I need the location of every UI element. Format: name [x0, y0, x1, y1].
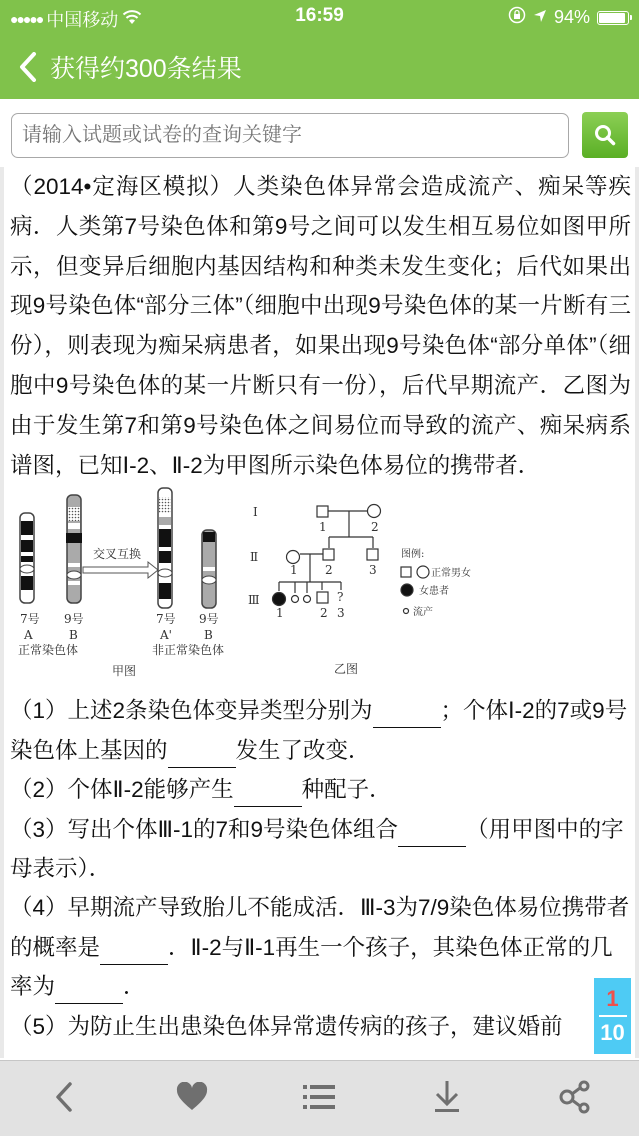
signal-strength-icon: ●●●●● — [10, 11, 43, 27]
search-bar — [0, 99, 639, 167]
navigation-bar — [0, 38, 639, 96]
question-content — [0, 167, 639, 1058]
chevron-left-icon — [19, 52, 37, 82]
total-pages: 10 — [600, 1020, 625, 1045]
page-divider — [599, 1015, 627, 1017]
svg-text:Ⅲ: Ⅲ — [248, 593, 260, 608]
svg-text:流产: 流产 — [413, 607, 433, 619]
svg-text:正常男女: 正常男女 — [431, 568, 471, 580]
location-arrow-icon — [533, 7, 547, 28]
svg-text:B: B — [204, 628, 213, 643]
svg-text:正常染色体: 正常染色体 — [18, 643, 79, 658]
search-icon — [593, 123, 617, 147]
answer-blank — [55, 974, 123, 1004]
svg-text:2: 2 — [320, 606, 328, 621]
svg-text:7号: 7号 — [156, 612, 176, 627]
answer-blank — [398, 817, 466, 847]
svg-text:9号: 9号 — [199, 612, 219, 627]
page-indicator[interactable] — [594, 978, 631, 1054]
question-part-2: （2）个体Ⅱ-2能够产生 种配子． — [4, 770, 635, 809]
answer-blank — [100, 935, 168, 965]
svg-text:A: A — [24, 628, 33, 643]
svg-text:甲图: 甲图 — [112, 664, 137, 679]
back-button[interactable] — [34, 1067, 94, 1127]
search-input[interactable] — [11, 113, 569, 158]
question-part-3: （3）写出个体Ⅲ-1的7和9号染色体组合 （用甲图中的字母表示）． — [10, 816, 624, 881]
svg-text:?: ? — [337, 590, 344, 605]
battery-percent: 94% — [553, 7, 590, 27]
download-button[interactable] — [417, 1067, 477, 1127]
svg-text:3: 3 — [337, 606, 345, 621]
share-button[interactable] — [545, 1067, 605, 1127]
chevron-left-icon — [54, 1081, 74, 1113]
answer-blank — [373, 698, 441, 728]
svg-text:3: 3 — [369, 563, 377, 578]
svg-text:乙图: 乙图 — [334, 662, 359, 677]
status-right — [508, 6, 629, 29]
svg-text:9号: 9号 — [64, 612, 84, 627]
carrier-name: 中国移动 — [46, 10, 119, 30]
svg-text:B: B — [69, 628, 78, 643]
list-button[interactable] — [289, 1067, 349, 1127]
svg-text:1: 1 — [319, 520, 327, 535]
question-part-5: （5）为防止生出患染色体异常遗传病的孩子，建议婚前 — [10, 1013, 563, 1039]
favorite-button[interactable] — [162, 1067, 222, 1127]
answer-blank — [234, 777, 302, 807]
svg-text:A': A' — [160, 628, 172, 643]
svg-text:1: 1 — [290, 563, 298, 578]
svg-text:1: 1 — [276, 606, 284, 621]
svg-text:Ⅰ: Ⅰ — [253, 505, 258, 520]
svg-text:7号: 7号 — [20, 612, 40, 627]
list-icon — [303, 1083, 335, 1111]
question-figures — [4, 493, 635, 689]
question-intro: （2014•定海区模拟）人类染色体异常会造成流产、痴呆等疾病．人类第7号染色体和第9号之间可以发生相互易位如图甲所示，但变异后细胞内基因结构和种类未发生变化；后代如果出现9号染色体“部分三体”（细胞中出现9号染色体的某一片断有三份），则表现为痴呆病患者，如果出现9号染色体“部分单体”（细胞中9号染色体的某一片断只有一份），后代早期流产．乙图为由于发生第7和第9号染色体之间易位而导致的流产、痴呆病系谱图，已知Ⅰ-2、Ⅱ-2为甲图所示染色体易位的携带者． — [10, 174, 631, 478]
svg-text:交叉互换: 交叉互换 — [93, 547, 142, 562]
figure-jia-chromosomes — [8, 483, 243, 679]
search-button[interactable] — [582, 112, 628, 158]
heart-icon — [176, 1082, 208, 1112]
svg-text:非正常染色体: 非正常染色体 — [152, 643, 225, 658]
status-bar — [0, 0, 639, 34]
download-icon — [434, 1080, 460, 1114]
clock: 16:59 — [295, 5, 344, 26]
orientation-lock-icon — [508, 6, 526, 29]
bottom-toolbar — [0, 1060, 639, 1136]
battery-icon — [597, 11, 629, 25]
svg-text:女患者: 女患者 — [419, 586, 449, 598]
svg-text:图例:: 图例: — [401, 549, 425, 561]
answer-blank — [168, 738, 236, 768]
svg-text:2: 2 — [325, 563, 333, 578]
back-button[interactable] — [6, 38, 50, 96]
svg-text:Ⅱ: Ⅱ — [250, 550, 259, 565]
figure-yi-pedigree — [239, 483, 519, 679]
question-part-1: （1）上述2条染色体变异类型分别为 ；个体Ⅰ-2的7或9号染色体上基因的 发生了改变． — [4, 691, 635, 770]
question-part-4: （4）早期流产导致胎儿不能成活．Ⅲ-3为7/9染色体易位携带者的概率是 ．Ⅱ-2与Ⅱ-1再生一个孩子，其染色体正常的几率为 ． — [4, 888, 635, 1006]
app-header — [0, 0, 639, 99]
current-page: 1 — [606, 986, 619, 1011]
page-title: 获得约300条结果 — [50, 55, 242, 83]
share-icon — [559, 1080, 591, 1114]
svg-text:2: 2 — [371, 520, 379, 535]
